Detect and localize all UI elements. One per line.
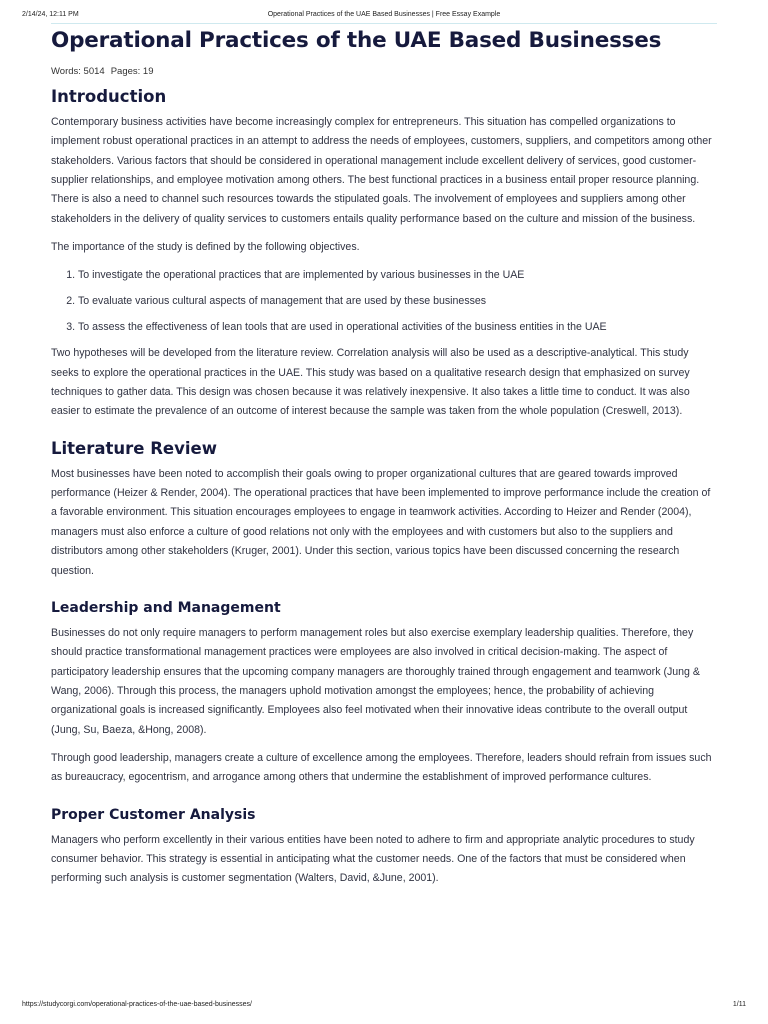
article-meta <box>51 66 717 80</box>
leadership-paragraph-1: Businesses do not only require managers to perform management roles but also exercise exemplary leadership qualities. Therefore, they should practice transformational management practices were employees are also involved in critical decision-making. The aspect of participatory leadership ensures that the upcoming company managers are thoroughly trained through engagement and teamwork (Jung & Wang, 2006). Through this process, the managers uphold motivation amongst the employees; hence, the probability of achieving organizational goals is increased significantly. Employees also feel motivated when their innovative ideas contribute to the overall output (Jung, Su, Baeza, &Hong, 2008). <box>51 626 700 736</box>
print-header <box>22 11 746 21</box>
print-footer <box>22 1001 746 1011</box>
literature-review-heading: Literature Review <box>51 438 217 458</box>
introduction-paragraph-2: The importance of the study is defined by the following objectives. <box>51 241 360 254</box>
article-body <box>51 26 717 889</box>
literature-review-paragraph-1: Most businesses have been noted to accomplish their goals owing to proper organizational cultures that are geared towards improved performance (Heizer & Render, 2004). The operational practices that have been implemented to improve performance include the creation of a favorable environment. This situation encourages employees to engage in teamwork activities. According to Heizer and Render (2004), managers must also enforce a culture of good relations not only with the employees and with customers but also to the suppliers and distributors among other stakeholders (Kruger, 2001). Under this section, various topics have been discussed concerning the research question. <box>51 467 711 577</box>
leadership-paragraph-2: Through good leadership, managers create a culture of excellence among the employees. Therefore, leaders should refrain from issues such as bureaucracy, egocentrism, and arrogance among others that undermine the establishment of improved performance cultures. <box>51 751 712 784</box>
objective-item: 1. To investigate the operational practices that are implemented by various businesses in the UAE <box>78 266 717 285</box>
customer-analysis-heading: Proper Customer Analysis <box>51 806 256 823</box>
customer-analysis-paragraph-1: Managers who perform excellently in their various entities have been noted to adhere to firm and appropriate analytic procedures to study consumer behavior. This strategy is essential in anticipating what the customer needs. One of the factors that must be considered when performing such analysis is customer segmentation (Walters, David, &June, 2001). <box>51 833 695 885</box>
page-url[interactable]: https://studycorgi.com/operational-practices-of-the-uae-based-businesses/ <box>22 1001 252 1008</box>
objective-item: 2. To evaluate various cultural aspects of management that are used by these businesses <box>78 292 717 311</box>
print-date: 2/14/24, 12:11 PM <box>22 11 79 18</box>
objectives-list <box>51 266 717 337</box>
print-page-title: Operational Practices of the UAE Based Businesses | Free Essay Example <box>267 11 501 18</box>
header-divider <box>51 23 717 24</box>
article-title: Operational Practices of the UAE Based Businesses <box>51 28 662 53</box>
introduction-paragraph-3: Two hypotheses will be developed from the literature review. Correlation analysis will also be used as a descriptive-analytical. This study seeks to explore the operational practices in the UAE. This study was based on a qualitative research design that emphasized on survey techniques to gather data. This design was chosen because it was relatively inexpensive. It also takes a little time to conduct. It was also easier to estimate the prevalence of an outcome of interest because the sample was taken from the whole population (Creswell, 2013). <box>51 347 690 418</box>
objective-item: 3. To assess the effectiveness of lean tools that are used in operational activities of the business entities in the UAE <box>78 318 717 337</box>
page-count: Pages: 19 <box>110 66 154 77</box>
page-number: 1/11 <box>732 1001 746 1008</box>
leadership-heading: Leadership and Management <box>51 599 281 616</box>
word-count: Words: 5014 <box>51 66 105 77</box>
introduction-heading: Introduction <box>51 87 167 106</box>
introduction-paragraph-1: Contemporary business activities have become increasingly complex for entrepreneurs. This situation has compelled organizations to implement robust operational practices in an attempt to address the needs of employees, customers, suppliers, and competitors among other stakeholders. Various factors that should be considered in operational management include excellent delivery of services, good customer-supplier relationships, and employee motivation among others. The best functional practices in a business entail proper resource planning. There is also a need to channel such resources towards the stipulated goals. The involvement of employees and suppliers among other stakeholders in the delivery of quality services to customers entails quality performance based on the culture and mission of the business. <box>51 116 712 225</box>
